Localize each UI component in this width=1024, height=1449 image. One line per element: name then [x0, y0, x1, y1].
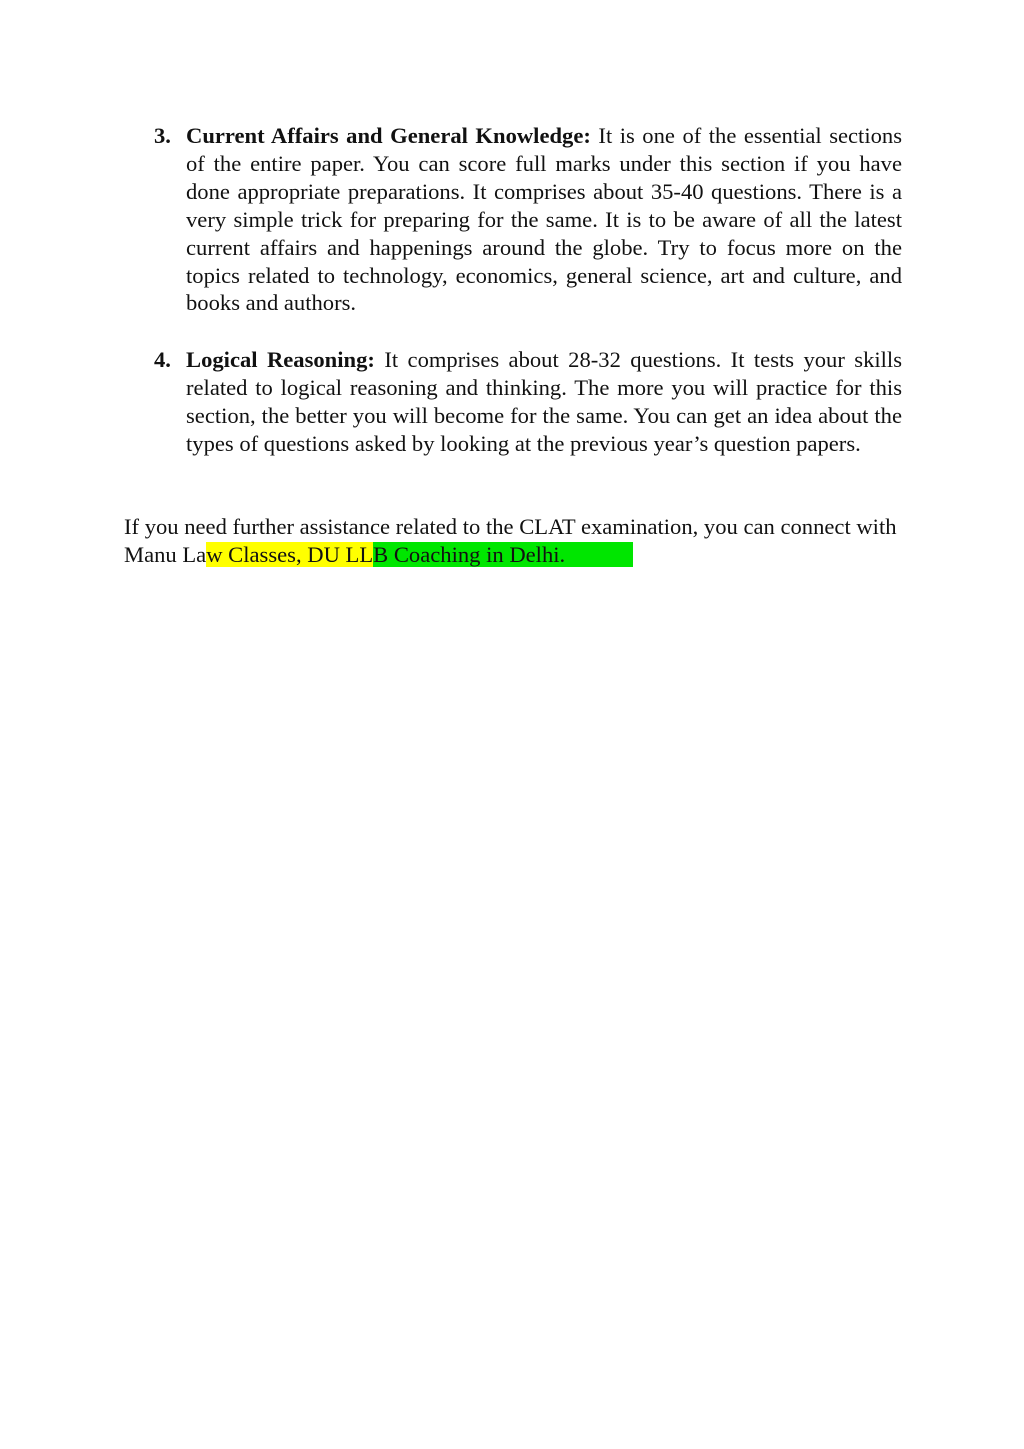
list-item-number: 3.: [154, 123, 171, 148]
list-item-logical-reasoning: [154, 346, 902, 458]
closing-text: If you need further assistance related to the CLAT examination, you can connect with Manu La: [124, 514, 897, 567]
list-item-current-affairs: [154, 122, 902, 317]
section-body: It is one of the essential sections of the entire paper. You can score full marks under this section if you have done appropriate preparations. It comprises about 35-40 questions. There is a very simple trick for preparing for the same. It is to be aware of all the latest current affairs and happenings around the globe. Try to focus more on the topics related to technology, economics, general science, art and culture, and books and authors.: [186, 123, 902, 316]
numbered-list: [154, 122, 902, 487]
highlighted-link-text: B Coaching in Delhi.: [373, 541, 566, 567]
section-body: It comprises about 28-32 questions. It tests your skills related to logical reasoning and thinking. The more you will practice for this section, the better you will become for the same. You can get an idea about the types of questions asked by looking at the previous year’s question papers.: [186, 347, 902, 457]
highlighted-text-yellow: w Classes, DU LL: [206, 541, 374, 567]
closing-paragraph: [124, 513, 900, 569]
highlight-padding: [565, 542, 633, 567]
section-heading: Current Affairs and General Knowledge:: [186, 123, 591, 148]
list-item-number: 4.: [154, 347, 171, 373]
section-heading: Logical Reasoning:: [186, 347, 375, 373]
highlighted-text-green: [373, 542, 633, 567]
